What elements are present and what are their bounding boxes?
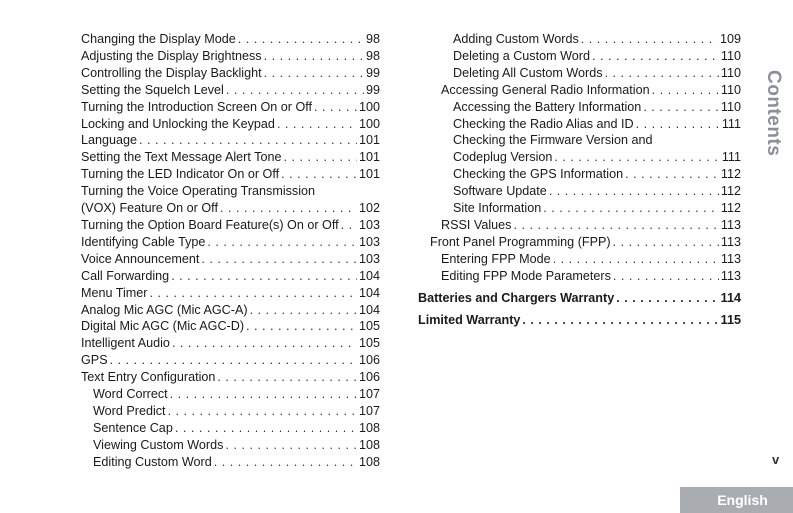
- dot-leader: [168, 403, 357, 420]
- toc-entry-page: 105: [358, 319, 380, 334]
- toc-entry-title: Intelligent Audio: [81, 336, 170, 351]
- toc-entry-page: 113: [720, 217, 741, 232]
- toc-entry[interactable]: [81, 65, 380, 82]
- toc-entry[interactable]: [81, 352, 380, 369]
- toc-entry-page: 106: [358, 353, 380, 368]
- toc-entry-page: 110: [720, 82, 741, 97]
- toc-entry[interactable]: [81, 420, 380, 437]
- toc-entry[interactable]: [81, 200, 380, 217]
- toc-entry-title: Software Update: [453, 184, 547, 199]
- toc-entry-title: Word Predict: [93, 403, 166, 418]
- dot-leader: [171, 268, 357, 285]
- toc-entry-page: 111: [721, 116, 741, 131]
- dot-leader: [314, 99, 357, 116]
- toc-entry-title: Setting the Squelch Level: [81, 82, 224, 97]
- dot-leader: [225, 437, 357, 454]
- toc-entry-title: Codeplug Version: [453, 150, 553, 165]
- toc-entry-page: 110: [720, 48, 741, 63]
- dot-leader: [341, 217, 357, 234]
- dot-leader: [238, 31, 364, 48]
- toc-entry-title: Entering FPP Mode: [441, 251, 551, 266]
- toc-entry[interactable]: [81, 132, 380, 149]
- toc-entry-title: Deleting All Custom Words: [453, 65, 603, 80]
- toc-entry-title: Voice Announcement: [81, 251, 200, 266]
- dot-leader: [613, 268, 719, 285]
- toc-entry-title: Checking the Radio Alias and ID: [453, 116, 634, 131]
- toc-entry[interactable]: [418, 251, 741, 268]
- toc-entry-title: Analog Mic AGC (Mic AGC-A): [81, 302, 248, 317]
- toc-entry-title: Identifying Cable Type: [81, 234, 206, 249]
- dot-leader: [214, 454, 357, 471]
- toc-entry[interactable]: [81, 302, 380, 319]
- toc-right-column: [418, 31, 741, 333]
- toc-entry-page: 104: [358, 302, 380, 317]
- toc-entry-title: Controlling the Display Backlight: [81, 65, 262, 80]
- toc-entry-page: 99: [365, 82, 380, 97]
- toc-entry-page: 102: [358, 201, 380, 216]
- dot-leader: [110, 352, 357, 369]
- toc-entry-page: 100: [358, 116, 380, 131]
- toc-entry-page: 110: [720, 65, 741, 80]
- toc-entry-page: 108: [358, 437, 380, 452]
- toc-entry[interactable]: [81, 166, 380, 183]
- toc-entry-page: 106: [358, 370, 380, 385]
- toc-entry-page: 100: [358, 99, 380, 114]
- toc-entry-title: Checking the GPS Information: [453, 167, 624, 182]
- toc-entry[interactable]: [81, 116, 380, 133]
- toc-entry-page: 104: [358, 285, 380, 300]
- toc-entry-title: Deleting a Custom Word: [453, 48, 590, 63]
- dot-leader: [150, 285, 357, 302]
- toc-entry[interactable]: [418, 31, 741, 48]
- dot-leader: [264, 65, 364, 82]
- dot-leader: [226, 82, 364, 99]
- toc-entry[interactable]: [418, 183, 741, 200]
- toc-entry[interactable]: [418, 217, 741, 234]
- toc-entry-title: Front Panel Programming (FPP): [430, 234, 611, 249]
- toc-entry-title: Adding Custom Words: [453, 32, 579, 46]
- toc-entry-page: 103: [358, 217, 380, 232]
- toc-entry-page: 112: [720, 184, 741, 199]
- toc-entry[interactable]: [81, 369, 380, 386]
- toc-entry-title: Adjusting the Display Brightness: [81, 48, 262, 63]
- dot-leader: [581, 31, 718, 48]
- toc-entry-page: 99: [365, 65, 380, 80]
- toc-entry-page: 113: [720, 268, 741, 283]
- dot-leader: [522, 312, 718, 329]
- toc-entry-title: Limited Warranty: [418, 312, 521, 327]
- toc-entry-title: Word Correct: [93, 387, 168, 402]
- toc-entry-title: GPS: [81, 353, 108, 368]
- dot-leader: [281, 166, 357, 183]
- toc-entry-page: 101: [358, 133, 380, 148]
- toc-entry-page: 104: [358, 268, 380, 283]
- toc-entry-title: Locking and Unlocking the Keypad: [81, 116, 275, 131]
- dot-leader: [616, 290, 718, 307]
- toc-entry[interactable]: [418, 268, 741, 285]
- dot-leader: [652, 82, 719, 99]
- toc-entry[interactable]: [81, 285, 380, 302]
- toc-entry-title: Editing Custom Word: [93, 454, 212, 469]
- toc-entry-title: Sentence Cap: [93, 420, 173, 435]
- toc-entry-title: Digital Mic AGC (Mic AGC-D): [81, 319, 245, 334]
- toc-entry[interactable]: [418, 200, 741, 217]
- toc-entry-page: 101: [358, 167, 380, 182]
- toc-entry-title: Site Information: [453, 201, 542, 216]
- toc-entry-page: 108: [358, 454, 380, 469]
- toc-entry[interactable]: [81, 268, 380, 285]
- dot-leader: [175, 420, 357, 437]
- toc-entry-page: 103: [358, 234, 380, 249]
- toc-entry-page: 113: [720, 251, 741, 266]
- toc-entry-title: (VOX) Feature On or Off: [81, 201, 218, 216]
- toc-entry-title: Editing FPP Mode Parameters: [441, 268, 611, 283]
- dot-leader: [170, 386, 357, 403]
- toc-entry-title-line: Checking the Firmware Version and: [453, 133, 653, 148]
- toc-entry[interactable]: [418, 234, 741, 251]
- dot-leader: [283, 149, 357, 166]
- dot-leader: [553, 251, 719, 268]
- dot-leader: [605, 65, 719, 82]
- toc-entry[interactable]: [81, 234, 380, 251]
- toc-entry-title: Accessing the Battery Information: [453, 99, 642, 114]
- toc-entry-page: 107: [358, 387, 380, 402]
- dot-leader: [246, 318, 357, 335]
- toc-entry-page: 115: [720, 312, 741, 327]
- toc-entry-page: 98: [365, 32, 380, 46]
- toc-entry[interactable]: [418, 290, 741, 307]
- toc-entry-title-line: Turning the Voice Operating Transmission: [81, 184, 316, 199]
- toc-entry[interactable]: [418, 82, 741, 99]
- toc-entry-page: 113: [720, 234, 741, 249]
- toc-entry-page: 101: [358, 150, 380, 165]
- dot-leader: [220, 200, 357, 217]
- toc-entry[interactable]: [81, 437, 380, 454]
- dot-leader: [636, 116, 720, 133]
- toc-entry-title: Accessing General Radio Information: [441, 82, 650, 97]
- dot-leader: [625, 166, 719, 183]
- toc-entry-page: 112: [720, 201, 741, 216]
- toc-entry[interactable]: [81, 31, 380, 48]
- toc-entry-title: Turning the Introduction Screen On or Off: [81, 99, 313, 114]
- dot-leader: [172, 335, 357, 352]
- toc-entry-page: 110: [720, 99, 741, 114]
- toc-entry[interactable]: [81, 99, 380, 116]
- page-number: v: [772, 452, 780, 467]
- toc-entry-title: Turning the Option Board Feature(s) On or Off: [81, 217, 339, 232]
- toc-entry[interactable]: [418, 116, 741, 133]
- toc-entry-title: Language: [81, 133, 138, 148]
- toc-entry[interactable]: [81, 48, 380, 65]
- dot-leader: [554, 149, 719, 166]
- toc-entry[interactable]: [418, 149, 741, 166]
- toc-entry-page: 107: [358, 403, 380, 418]
- toc-entry-page: 112: [720, 167, 741, 182]
- toc-entry-title: Menu Timer: [81, 285, 148, 300]
- toc-entry[interactable]: [81, 251, 380, 268]
- toc-entry[interactable]: [81, 386, 380, 403]
- dot-leader: [250, 302, 357, 319]
- toc-entry-title: Viewing Custom Words: [93, 437, 224, 452]
- dot-leader: [543, 200, 719, 217]
- dot-leader: [643, 99, 719, 116]
- dot-leader: [613, 234, 719, 251]
- dot-leader: [277, 116, 357, 133]
- dot-leader: [513, 217, 718, 234]
- toc-entry[interactable]: [418, 312, 741, 329]
- toc-entry[interactable]: [81, 335, 380, 352]
- dot-leader: [139, 132, 357, 149]
- toc-entry[interactable]: [418, 166, 741, 183]
- contents-side-tab: Contents: [763, 70, 784, 157]
- dot-leader: [592, 48, 719, 65]
- toc-entry-page: 108: [358, 420, 380, 435]
- toc-entry[interactable]: [418, 99, 741, 116]
- toc-left-column: [81, 31, 380, 471]
- toc-entry-page: 103: [358, 251, 380, 266]
- dot-leader: [264, 48, 364, 65]
- toc-entry-page: 114: [720, 290, 741, 305]
- toc-entry-title: Turning the LED Indicator On or Off: [81, 167, 280, 182]
- toc-entry-page: 109: [719, 32, 741, 46]
- toc-entry[interactable]: [81, 217, 380, 234]
- toc-entry-title: Changing the Display Mode: [81, 32, 236, 46]
- toc-entry[interactable]: [81, 82, 380, 99]
- dot-leader: [207, 234, 357, 251]
- toc-entry-page: 105: [358, 336, 380, 351]
- toc-entry-page: 98: [365, 48, 380, 63]
- language-tab: English: [680, 487, 793, 513]
- toc-entry-title: Batteries and Chargers Warranty: [418, 290, 615, 305]
- toc-entry[interactable]: [418, 48, 741, 65]
- toc-entry-title: RSSI Values: [441, 217, 512, 232]
- toc-entry-page: 111: [721, 150, 741, 165]
- toc-entry[interactable]: [81, 403, 380, 420]
- toc-entry[interactable]: [81, 318, 380, 335]
- toc-entry-title: Text Entry Configuration: [81, 370, 216, 385]
- toc-entry[interactable]: [418, 65, 741, 82]
- dot-leader: [549, 183, 719, 200]
- toc-entry-title: Call Forwarding: [81, 268, 170, 283]
- toc-entry[interactable]: [81, 454, 380, 471]
- dot-leader: [201, 251, 357, 268]
- toc-entry[interactable]: [81, 149, 380, 166]
- toc-entry-title: Setting the Text Message Alert Tone: [81, 150, 282, 165]
- dot-leader: [217, 369, 357, 386]
